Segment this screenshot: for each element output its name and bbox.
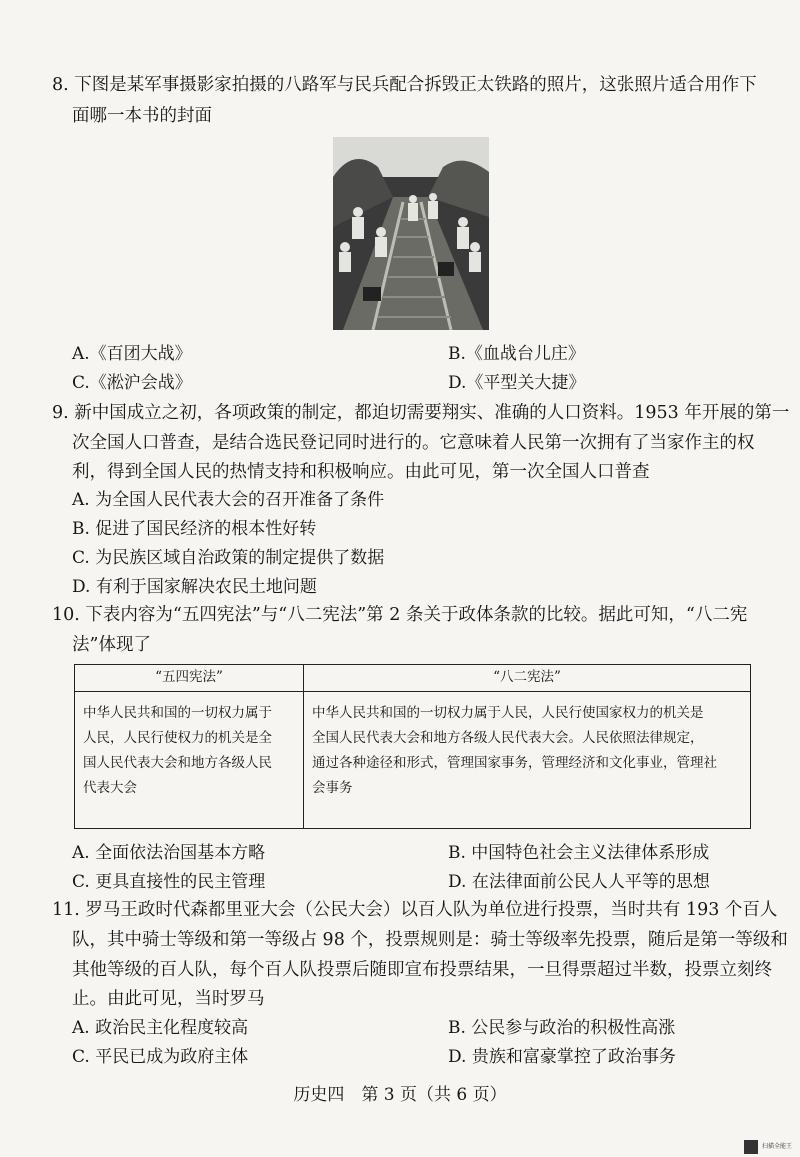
table-cell-1982 (304, 692, 751, 829)
q11-stem-line2: 队，其中骑士等级和第一等级占 98 个，投票规则是：骑士等级率先投票，随后是第一等级和 (72, 930, 788, 950)
table-cell-1954 (75, 692, 304, 829)
table-header-1982: “八二宪法” (304, 665, 751, 692)
q11-option-d: D. 贵族和富豪掌控了政治事务 (448, 1047, 676, 1067)
q11-option-b: B. 公民参与政治的积极性高涨 (448, 1018, 676, 1038)
table-cell-1982-line: 会事务 (312, 780, 353, 796)
q8-stem-line1: 8. 下图是某军事摄影家拍摄的八路军与民兵配合拆毁正太铁路的照片，这张照片适合用作下 (52, 75, 757, 95)
q8-stem-line2: 面哪一本书的封面 (72, 106, 212, 126)
table-cell-1954-line: 中华人民共和国的一切权力属于 (83, 705, 272, 721)
q8-option-c: C.《淞沪会战》 (72, 373, 192, 393)
q9-option-a: A. 为全国人民代表大会的召开准备了条件 (72, 490, 385, 510)
q8-option-b: B.《血战台儿庄》 (448, 344, 585, 364)
railway-photo-image (333, 137, 489, 330)
scanner-watermark: 扫描全能王 (762, 1143, 793, 1150)
q11-option-c: C. 平民已成为政府主体 (72, 1047, 249, 1067)
q9-option-b: B. 促进了国民经济的根本性好转 (72, 519, 317, 539)
table-cell-1982-line: 全国人民代表大会和地方各级人民代表大会。人民依照法律规定， (312, 730, 704, 746)
table-cell-1954-line: 人民，人民行使权力的机关是全 (83, 730, 272, 746)
q10-option-a: A. 全面依法治国基本方略 (72, 843, 266, 863)
table-cell-1954-line: 国人民代表大会和地方各级人民 (83, 755, 272, 771)
q8-option-a: A.《百团大战》 (72, 344, 192, 364)
q9-stem-line2: 次全国人口普查，是结合选民登记同时进行的。它意味着人民第一次拥有了当家作主的权 (72, 433, 755, 453)
railway-photo (333, 137, 489, 330)
table-cell-1982-line: 中华人民共和国的一切权力属于人民，人民行使国家权力的机关是 (312, 705, 704, 721)
q10-option-b: B. 中国特色社会主义法律体系形成 (448, 843, 710, 863)
q11-stem-line1: 11. 罗马王政时代森都里亚大会（公民大会）以百人队为单位进行投票，当时共有 193 个百人 (52, 900, 778, 920)
constitution-comparison-table (74, 664, 751, 829)
q11-stem-line4: 止。由此可见，当时罗马 (72, 989, 265, 1009)
q9-option-d: D. 有利于国家解决农民土地问题 (72, 577, 317, 597)
page-footer: 历史四 第 3 页（共 6 页） (293, 1085, 507, 1105)
table-header-1954: “五四宪法” (75, 665, 304, 692)
q9-option-c: C. 为民族区域自治政策的制定提供了数据 (72, 548, 385, 568)
q10-option-d: D. 在法律面前公民人人平等的思想 (448, 872, 710, 892)
q9-stem-line1: 9. 新中国成立之初，各项政策的制定，都迫切需要翔实、准确的人口资料。1953 年开展的第一 (52, 403, 790, 423)
qr-code-icon (744, 1140, 758, 1154)
q10-option-c: C. 更具直接性的民主管理 (72, 872, 266, 892)
q9-stem-line3: 利，得到全国人民的热情支持和积极响应。由此可见，第一次全国人口普查 (72, 462, 650, 482)
table-cell-1954-line: 代表大会 (83, 780, 137, 796)
q10-stem-line1: 10. 下表内容为“五四宪法”与“八二宪法”第 2 条关于政体条款的比较。据此可知，“八二宪 (52, 605, 748, 625)
q8-option-d: D.《平型关大捷》 (448, 373, 586, 393)
q10-stem-line2: 法”体现了 (72, 635, 151, 655)
q11-stem-line3: 其他等级的百人队，每个百人队投票后随即宣布投票结果，一旦得票超过半数，投票立刻终 (72, 960, 772, 980)
q11-option-a: A. 政治民主化程度较高 (72, 1018, 249, 1038)
table-cell-1982-line: 通过各种途径和形式，管理国家事务，管理经济和文化事业，管理社 (312, 755, 717, 771)
